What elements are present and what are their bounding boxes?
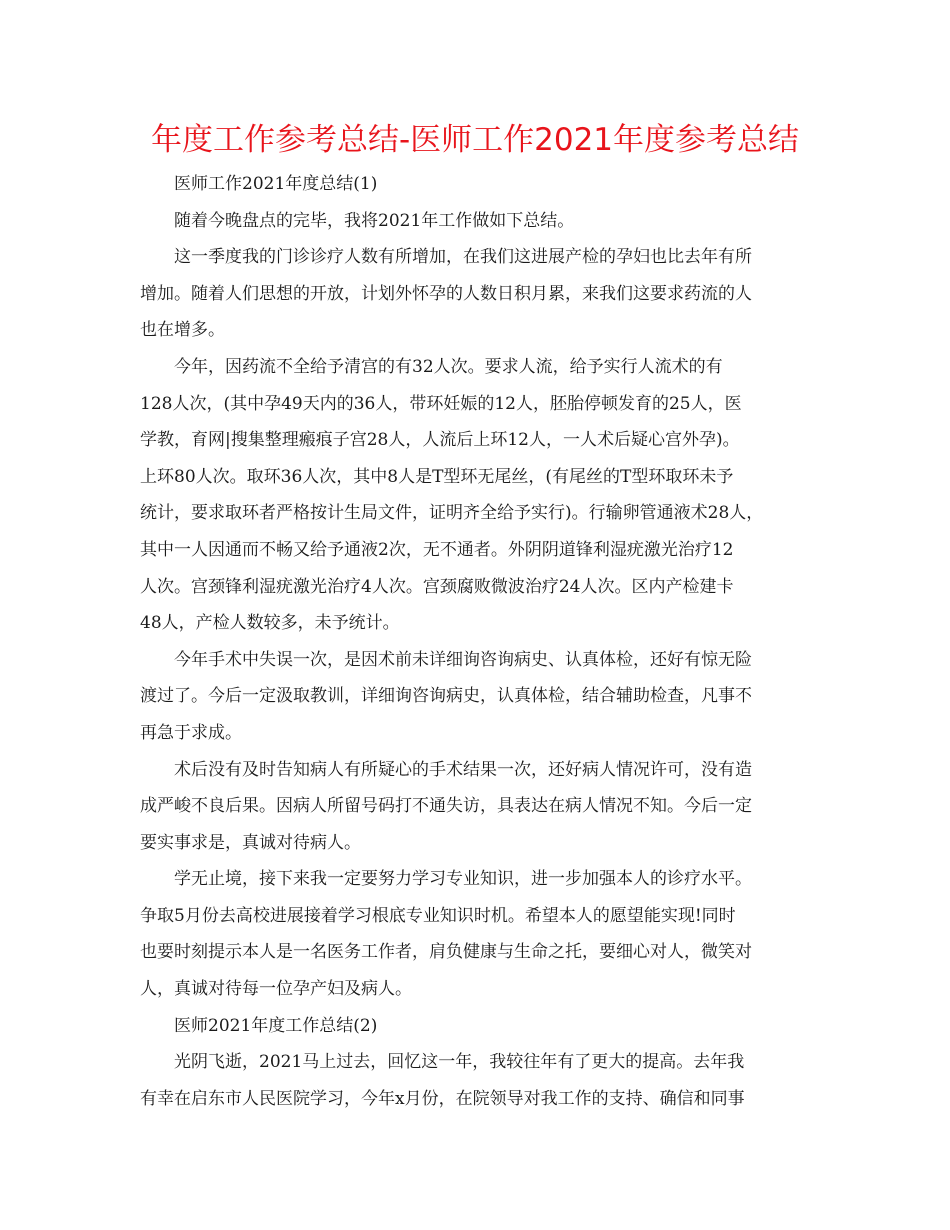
text-line: 再急于求成。 [140, 722, 242, 743]
text-line: 要实事求是，真诚对待病人。 [140, 832, 361, 853]
text-line: 人次。宫颈锋利湿疣激光治疗4人次。宫颈腐败微波治疗24人次。区内产检建卡 [140, 576, 734, 597]
text-line: 48人，产检人数较多，未予统计。 [140, 613, 400, 634]
text-line: 光阴飞逝，2021马上过去，回忆这一年，我较往年有了更大的提高。去年我 [174, 1052, 745, 1073]
text-line: 128人次，(其中孕49天内的36人，带环妊娠的12人，胚胎停顿发育的25人，医 [140, 393, 742, 414]
text-line: 这一季度我的门诊诊疗人数有所增加，在我们这进展产检的孕妇也比去年有所 [174, 247, 752, 268]
text-line: 也在增多。 [140, 320, 225, 341]
text-line: 学教，育网|搜集整理瘢痕子宫28人，人流后上环12人，一人术后疑心宫外孕)。 [140, 430, 740, 451]
text-line: 今年手术中失误一次，是因术前未详细询咨询病史、认真体检，还好有惊无险 [174, 649, 752, 670]
text-line: 统计，要求取环者严格按计生局文件，证明齐全给予实行)。行输卵管通液术28人， [140, 503, 764, 524]
text-line: 争取5月份去高校进展接着学习根底专业知识时机。希望本人的愿望能实现!同时 [140, 905, 736, 926]
document-body [140, 166, 830, 1117]
text-line: 成严峻不良后果。因病人所留号码打不通失访，具表达在病人情况不知。今后一定 [140, 796, 752, 817]
text-line: 有幸在启东市人民医院学习，今年x月份，在院领导对我工作的支持、确信和同事 [140, 1088, 745, 1109]
text-line: 学无止境，接下来我一定要努力学习专业知识，进一步加强本人的诊疗水平。 [174, 869, 752, 890]
text-line: 术后没有及时告知病人有所疑心的手术结果一次，还好病人情况许可，没有造 [174, 759, 752, 780]
text-line: 医师2021年度工作总结(2) [174, 1015, 378, 1036]
text-line: 今年，因药流不全给予清宫的有32人次。要求人流，给予实行人流术的有 [174, 356, 723, 377]
text-line: 增加。随着人们思想的开放，计划外怀孕的人数日积月累，来我们这要求药流的人 [140, 283, 752, 304]
text-line: 人，真诚对待每一位孕产妇及病人。 [140, 979, 412, 1000]
text-line: 其中一人因通而不畅又给予通液2次，无不通者。外阴阴道锋利湿疣激光治疗12 [140, 539, 734, 560]
text-line: 医师工作2021年度总结(1) [174, 174, 378, 194]
text-line: 上环80人次。取环36人次，其中8人是T型环无尾丝，(有尾丝的T型环取环未予 [140, 466, 734, 487]
text-line: 渡过了。今后一定汲取教训，详细询咨询病史，认真体检，结合辅助检查，凡事不 [140, 686, 752, 707]
text-line: 随着今晚盘点的完毕，我将2021年工作做如下总结。 [174, 210, 575, 231]
text-line: 也要时刻提示本人是一名医务工作者，肩负健康与生命之托，要细心对人，微笑对 [140, 942, 752, 963]
document-title: 年度工作参考总结-医师工作2021年度参考总结 [150, 122, 800, 158]
